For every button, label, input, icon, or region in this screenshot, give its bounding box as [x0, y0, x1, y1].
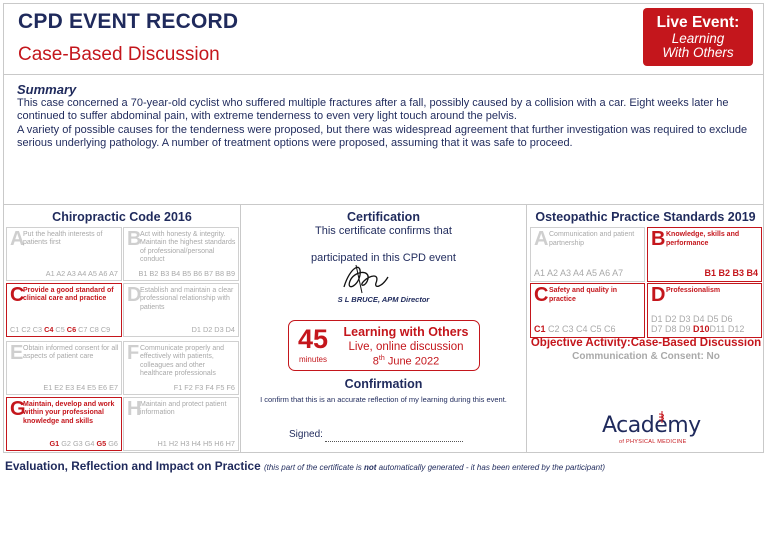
codes-c-post: C7 C8 C9: [76, 325, 111, 334]
chiro-letter-d: D: [127, 284, 142, 306]
chiro-codes-d: D1 D2 D3 D4: [191, 325, 235, 334]
code-g5: G5: [96, 439, 107, 448]
osteo-text-c: Safety and quality in practice: [549, 287, 618, 303]
certification-title: Certification: [347, 210, 420, 224]
evaluation-title: Evaluation, Reflection and Impact on Practice: [5, 459, 261, 473]
chiro-letter-a: A: [10, 228, 25, 250]
summary-section: [3, 75, 764, 205]
certification-line-2: participated in this CPD event: [311, 252, 456, 264]
chiro-letter-c: C: [10, 284, 25, 306]
osteo-codes-b: B1 B2 B3 B4: [704, 268, 758, 278]
badge-line-1: Live Event:: [656, 14, 740, 31]
standards-band: [3, 205, 764, 453]
chiro-text-d: Establish and maintain a clear professional relationship with patients: [140, 287, 234, 311]
caduceus-icon: [657, 411, 667, 423]
evaluation-heading: [5, 459, 762, 473]
chiro-text-f: Communicate properly and effectively with patients, colleagues and other healthcare professionals: [140, 345, 225, 377]
chiro-letter-e: E: [10, 342, 24, 364]
certification-column: [241, 205, 526, 452]
event-date: [336, 355, 476, 368]
event-day: 8: [372, 355, 379, 368]
chiro-codes-g: [49, 439, 118, 448]
signature-line[interactable]: [325, 441, 463, 442]
badge-line-2: Learning: [671, 31, 725, 46]
codes-g-mid: G2 G3 G4: [59, 439, 97, 448]
codes-osteo-d-line2-pre: D7 D8 D9: [651, 324, 694, 334]
chiro-cell-h: [123, 397, 239, 451]
codes-c-pre: C1 C2 C3: [10, 325, 45, 334]
academy-logo: [599, 411, 719, 447]
chiropractic-code-column: [4, 205, 241, 452]
code-osteo-c1: C1: [534, 324, 546, 334]
code-c4: C4: [44, 325, 54, 334]
chiro-text-c: Provide a good standard of clinical care and practice: [23, 287, 114, 303]
chiro-cell-a: [6, 227, 122, 281]
chiro-codes-h: H1 H2 H3 H4 H5 H6 H7: [157, 439, 235, 448]
codes-g-post: G6: [106, 439, 118, 448]
chiro-text-a: Put the health interests of patients first: [23, 231, 103, 247]
osteo-codes-a: A1 A2 A3 A4 A5 A6 A7: [534, 268, 624, 278]
chiro-cell-d: [123, 283, 239, 337]
chiro-cell-f: [123, 341, 239, 395]
evaluation-note-post: automatically generated - it has been entered by the participant): [376, 463, 606, 472]
codes-osteo-c-post: C2 C3 C4 C5 C6: [545, 324, 616, 334]
event-name: Learning with Others: [343, 325, 469, 339]
code-c6: C6: [66, 325, 77, 334]
code-g1: G1: [49, 439, 60, 448]
confirmation-text: I confirm that this is an accurate reflection of my learning during this event.: [260, 395, 507, 404]
chiro-codes-b: B1 B2 B3 B4 B5 B6 B7 B8 B9: [138, 269, 235, 278]
page-subtitle: Case-Based Discussion: [18, 44, 220, 65]
evaluation-note: [264, 463, 605, 472]
chiro-letter-h: H: [127, 398, 142, 420]
summary-paragraph-2: A variety of possible causes for the tenderness were proposed, but there was widespread agreement that further investigation was required to exclude serious underlying pathology. A number of treatment options were proposed, assuming that it was safe to proceed.: [17, 123, 748, 149]
communication-consent: Communication & Consent: No: [572, 351, 720, 362]
osteopathic-standards-column: [526, 205, 764, 452]
osteo-cell-a: [530, 227, 645, 282]
osteo-codes-d: [651, 314, 758, 334]
evaluation-note-bold: not: [364, 463, 377, 472]
chiro-text-h: Maintain and protect patient information: [140, 401, 227, 417]
chiro-codes-f: F1 F2 F3 F4 F5 F6: [173, 383, 235, 392]
osteo-cell-d: [647, 283, 762, 338]
summary-paragraph-1: This case concerned a 70-year-old cyclist who suffered multiple fractures after a fall, possibly caused by a collision with a car. Eight weeks later he continued to suffer abdominal pain, with extreme tenderness to even very light touch around the pelvis.: [17, 97, 729, 123]
signed-label: Signed:: [289, 429, 323, 440]
badge-line-3: With Others: [662, 45, 734, 60]
chiro-cell-e: [6, 341, 122, 395]
duration-minutes: 45: [297, 324, 329, 354]
certification-line-1: This certificate confirms that: [315, 225, 452, 237]
director-signature-icon: [336, 257, 396, 297]
chiro-cell-b: [123, 227, 239, 281]
logo-wordmark: Academy: [602, 413, 701, 438]
confirmation-title: Confirmation: [344, 377, 423, 391]
director-name: S L BRUCE, APM Director: [337, 295, 430, 304]
code-osteo-d10: D10: [693, 324, 710, 334]
codes-osteo-d-line1: D1 D2 D3 D4 D5 D6: [651, 314, 733, 324]
evaluation-note-pre: (this part of the certificate is: [263, 463, 364, 472]
chiro-text-e: Obtain informed consent for all aspects of patient care: [23, 345, 119, 361]
osteo-letter-c: C: [534, 284, 549, 306]
osteo-cell-b: [647, 227, 762, 282]
chiro-codes-e: E1 E2 E3 E4 E5 E6 E7: [43, 383, 118, 392]
event-type: Live, online discussion: [348, 341, 464, 353]
codes-osteo-d-line2-post: D11 D12: [709, 324, 745, 334]
chiro-text-b: Act with honesty & integrity. Maintain the highest standards of professional/personal conduct: [140, 231, 236, 263]
osteo-codes-c: [534, 324, 641, 334]
evaluation-section: [3, 453, 764, 540]
osteo-letter-b: B: [651, 228, 666, 250]
logo-subtitle: of PHYSICAL MEDICINE: [619, 439, 687, 445]
chiro-cell-c: [6, 283, 122, 337]
live-event-badge: [643, 8, 753, 66]
codes-c-mid: C5: [53, 325, 67, 334]
header: [3, 3, 764, 75]
summary-heading: Summary: [17, 82, 77, 97]
osteo-text-b: Knowledge, skills and performance: [666, 231, 740, 247]
chiro-codes-c: [10, 325, 110, 334]
chiro-codes-a: A1 A2 A3 A4 A5 A6 A7: [45, 269, 118, 278]
chiro-text-g: Maintain, develop and work within your professional knowledge and skills: [23, 401, 115, 425]
chiro-letter-g: G: [10, 398, 26, 420]
duration-label: minutes: [298, 355, 327, 364]
chiro-letter-f: F: [127, 342, 140, 364]
osteo-text-a: Communication and patient partnership: [549, 231, 635, 247]
event-day-suffix: th: [378, 355, 385, 362]
event-month-year: June 2022: [384, 355, 440, 368]
osteopathic-title: Osteopathic Practice Standards 2019: [535, 210, 756, 224]
page-title: CPD EVENT RECORD: [18, 10, 239, 33]
event-details-box: [288, 320, 480, 371]
osteo-cell-c: [530, 283, 645, 338]
osteo-text-d: Professionalism: [666, 287, 721, 294]
chiropractic-title: Chiropractic Code 2016: [52, 210, 192, 224]
chiro-letter-b: B: [127, 228, 142, 250]
osteo-letter-d: D: [651, 284, 666, 306]
chiro-cell-g: [6, 397, 122, 451]
osteo-letter-a: A: [534, 228, 549, 250]
objective-activity: Objective Activity:Case-Based Discussion: [530, 337, 762, 349]
